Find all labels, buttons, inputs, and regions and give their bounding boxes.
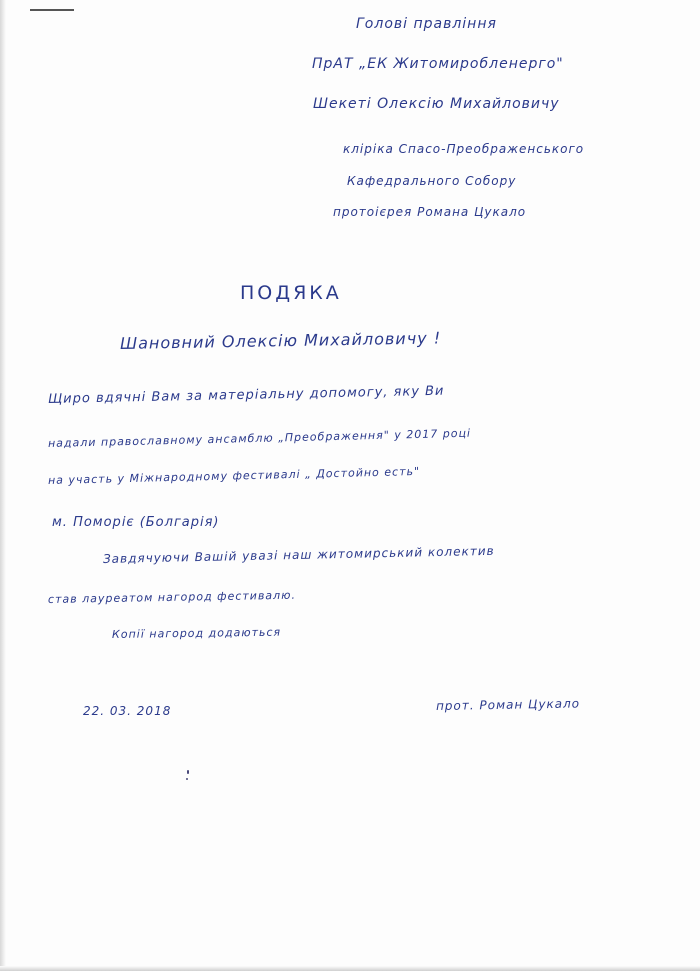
ink-speck xyxy=(187,770,189,774)
document-title: ПОДЯКА xyxy=(240,282,342,304)
scan-edge-bottom xyxy=(0,966,700,971)
salutation: Шановний Олексію Михайловичу ! xyxy=(119,328,442,353)
body-line-5: Завдячуючи Вашій увазі наш житомирський колектив xyxy=(102,543,495,566)
addressee-line-2: ПрАТ „ЕК Житомиробленерго" xyxy=(312,56,564,72)
sender-line-1: кліріка Спасо-Преображенського xyxy=(343,142,585,156)
document-date: 22. 03. 2018 xyxy=(83,704,172,718)
sender-line-2: Кафедрального Собору xyxy=(347,174,517,188)
body-line-6: став лауреатом нагород фестивалю. xyxy=(47,588,297,606)
corner-mark xyxy=(30,9,74,11)
sender-line-3: протоієрея Романа Цукало xyxy=(333,205,527,219)
scan-edge-left xyxy=(0,0,6,971)
body-line-3: на участь у Міжнародному фестивалі „ Достойно есть" xyxy=(47,464,421,487)
addressee-line-3: Шекеті Олексію Михайловичу xyxy=(313,96,560,112)
body-line-2: надали православному ансамблю „Преображення" у 2017 році xyxy=(47,426,472,450)
addressee-line-1: Голові правління xyxy=(356,16,497,32)
body-line-4: м. Поморіє (Болгарія) xyxy=(52,515,220,530)
ink-speck xyxy=(186,778,188,780)
body-line-1: Щиро вдячні Вам за матеріальну допомогу, яку Ви xyxy=(47,383,445,407)
body-line-7: Копії нагород додаються xyxy=(111,625,282,641)
signature: прот. Роман Цукало xyxy=(435,696,581,713)
